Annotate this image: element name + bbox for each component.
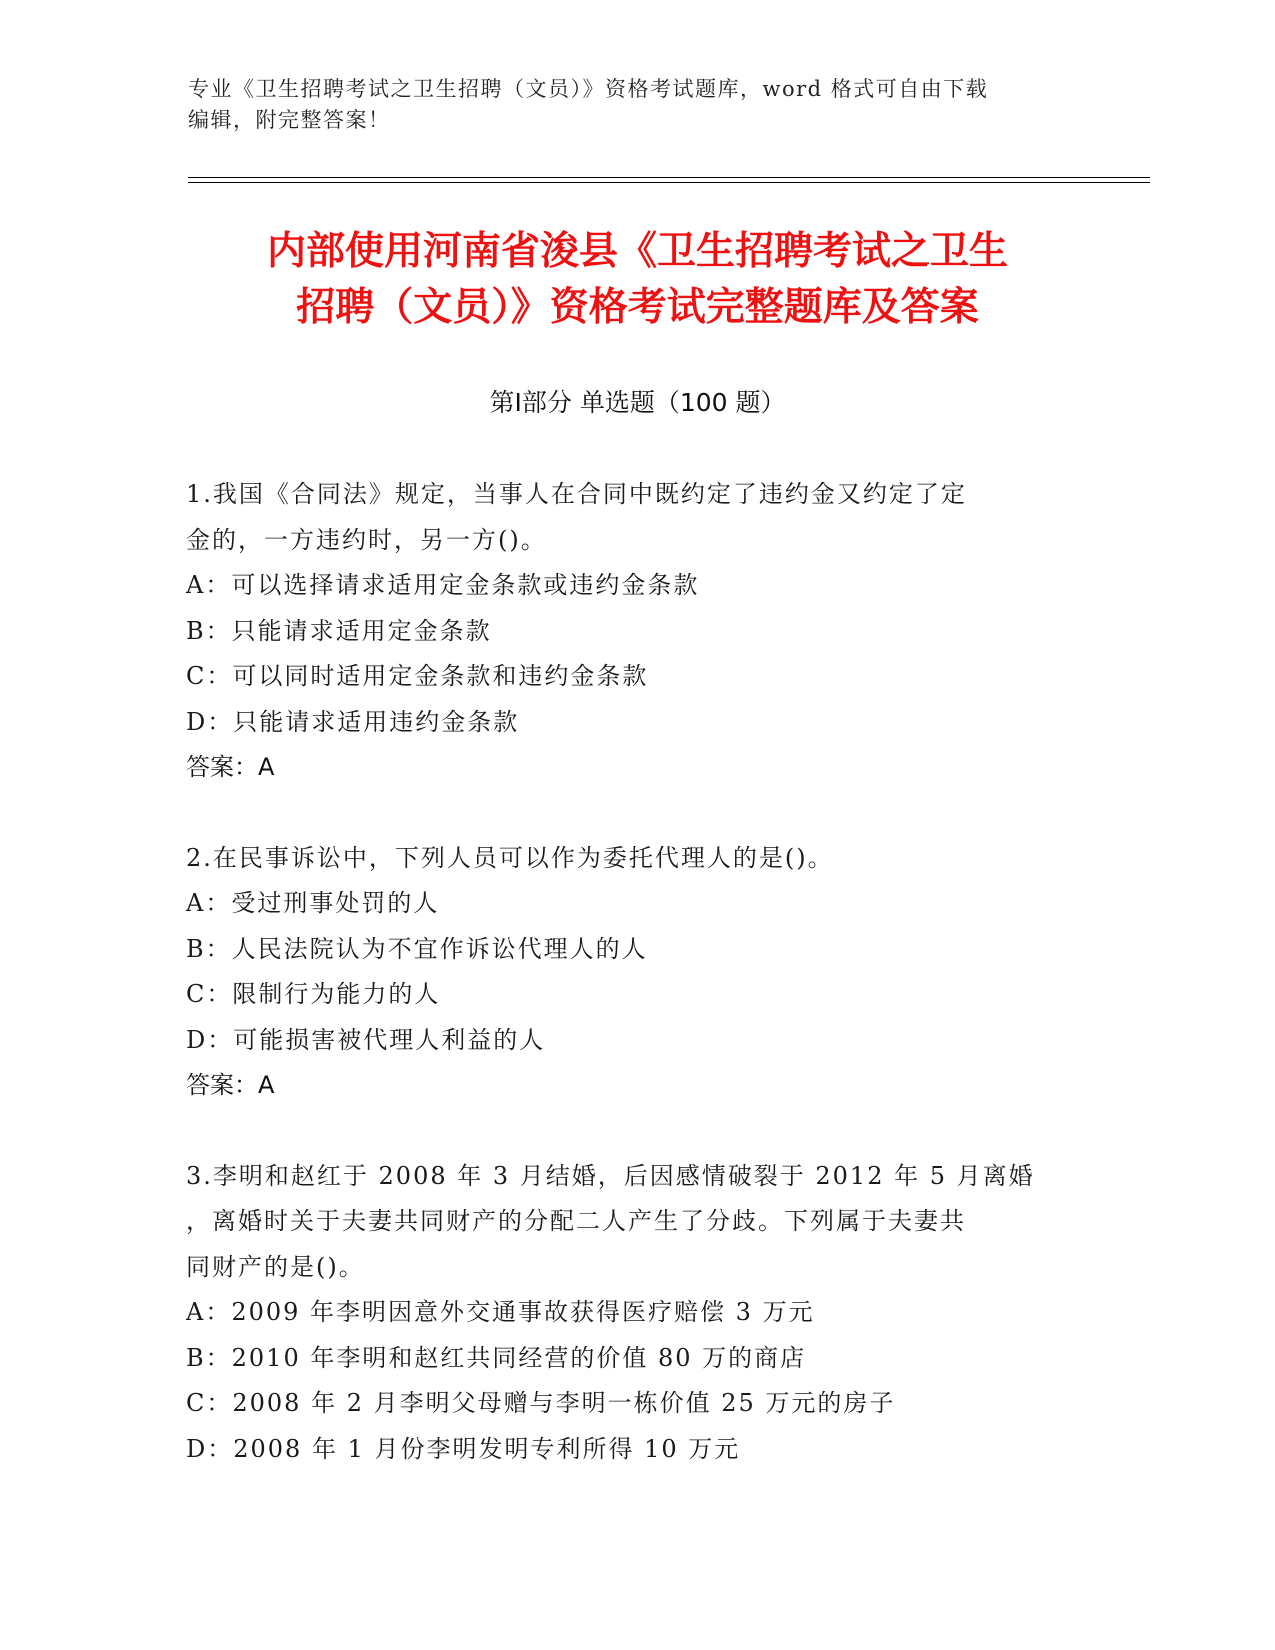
document-title-line-2: 招聘（文员）》资格考试完整题库及答案 xyxy=(296,285,979,330)
document-title xyxy=(150,224,1125,336)
header-divider-top xyxy=(188,177,1150,178)
option-d: D：只能请求适用违约金条款 xyxy=(186,707,520,736)
question-stem-line: 同财产的是()。 xyxy=(186,1252,365,1281)
header-note-line-2: 编辑，附完整答案！ xyxy=(188,108,391,132)
header-note xyxy=(188,74,1068,136)
question-stem-line: ，离婚时关于夫妻共同财产的分配二人产生了分歧。下列属于夫妻共 xyxy=(186,1207,966,1235)
question-3 xyxy=(186,1154,1066,1473)
option-a: A：受过刑事处罚的人 xyxy=(186,889,440,917)
header-divider-bottom xyxy=(188,182,1150,183)
answer-line: 答案：A xyxy=(186,753,275,781)
option-d: D：2008 年 1 月份李明发明专利所得 10 万元 xyxy=(186,1434,741,1463)
option-a: A：2009 年李明因意外交通事故获得医疗赔偿 3 万元 xyxy=(186,1298,815,1326)
question-stem-line: 1.我国《合同法》规定，当事人在合同中既约定了违约金又约定了定 xyxy=(186,480,967,508)
option-b: B：人民法院认为不宜作诉讼代理人的人 xyxy=(186,934,648,963)
option-b: B：只能请求适用定金条款 xyxy=(186,616,492,645)
document-title-line-1: 内部使用河南省浚县《卫生招聘考试之卫生 xyxy=(266,229,1008,274)
question-stem-line: 3.李明和赵红于 2008 年 3 月结婚，后因感情破裂于 2012 年 5 月离婚 xyxy=(186,1161,1035,1190)
option-c: C：2008 年 2 月李明父母赠与李明一栋价值 25 万元的房子 xyxy=(186,1389,896,1417)
question-2 xyxy=(186,836,1066,1109)
option-d: D：可能损害被代理人利益的人 xyxy=(186,1025,546,1054)
header-note-line-1: 专业《卫生招聘考试之卫生招聘（文员）》资格考试题库，word 格式可自由下载 xyxy=(188,77,989,101)
question-stem-line: 金的，一方违约时，另一方()。 xyxy=(186,525,547,554)
section-heading: 第Ⅰ部分 单选题（100 题） xyxy=(489,388,786,417)
question-1 xyxy=(186,472,1066,791)
option-c: C：可以同时适用定金条款和违约金条款 xyxy=(186,662,649,690)
question-list xyxy=(186,472,1066,1517)
option-b: B：2010 年李明和赵红共同经营的价值 80 万的商店 xyxy=(186,1343,807,1372)
question-stem-line: 2.在民事诉讼中，下列人员可以作为委托代理人的是()。 xyxy=(186,843,834,872)
answer-line: 答案：A xyxy=(186,1071,275,1099)
option-c: C：限制行为能力的人 xyxy=(186,980,441,1008)
option-a: A：可以选择请求适用定金条款或违约金条款 xyxy=(186,571,700,599)
